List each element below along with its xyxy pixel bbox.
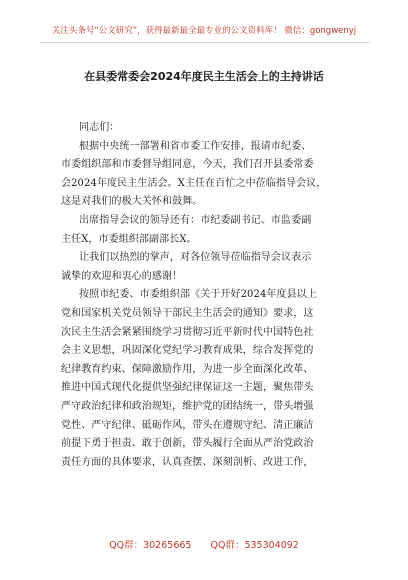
header-divider: [40, 42, 370, 43]
paragraph-line: 市委组织部和市委督导组同意，今天，我们召开县委常委: [61, 159, 314, 171]
salutation-line: 同志们：: [79, 122, 120, 133]
paragraph-line: 纪律教育约束、保障激励作用，为进一步全面深化改革、: [61, 363, 314, 375]
paragraph-line: 党性、严守纪律、砥砺作风，带头在遵规守纪、清正廉洁: [61, 419, 314, 431]
footer-contacts: [0, 537, 408, 551]
paragraph-line: 责任方面的具体要求，认真查摆、深刻剖析、改进工作，: [61, 456, 314, 468]
paragraph-line: 会主义思想，巩固深化党纪学习教育成果，综合发挥党的: [61, 345, 314, 357]
paragraph-line: 按照市纪委、市委组织部《关于开好2024年度县以上: [79, 289, 317, 301]
paragraph-line: 根据中央统一部署和省市委工作安排，报请市纪委、: [79, 140, 312, 152]
footer-qq-group-1: QQ群：30265665: [109, 540, 192, 551]
paragraph-line: 次民主生活会紧紧围绕学习贯彻习近平新时代中国特色社: [61, 326, 314, 338]
paragraph-line: 会2024年度民主生活会。X主任在百忙之中莅临指导会议，: [61, 177, 327, 189]
paragraph-line: 这是对我们的极大关怀和鼓舞。: [61, 196, 203, 208]
paragraph-line: 推进中国式现代化提供坚强纪律保证这一主题，聚焦带头: [61, 382, 314, 394]
paragraph-line: 前提下勇于担责、敢于创新，带头履行全面从严治党政治: [61, 438, 314, 450]
paragraph-line: 出席指导会议的领导还有：市纪委副书记、市监委副: [79, 214, 312, 226]
paragraph-line: 让我们以热烈的掌声，对各位领导莅临指导会议表示: [79, 252, 312, 264]
paragraph-line: 诚挚的欢迎和衷心的感谢！: [61, 270, 183, 282]
header-promo-text: 关注头条号“公文研究”，获得最新最全最专业的公文资料库！ 微信：gongwenyj: [51, 26, 357, 36]
footer-qq-group-2: QQ群：535304092: [210, 540, 299, 551]
paragraph-line: 严守政治纪律和政治规矩，维护党的团结统一，带头增强: [61, 400, 314, 412]
document-body: [61, 119, 357, 472]
paragraph-line: 党和国家机关党员领导干部民主生活会的通知》要求，这: [61, 307, 314, 319]
paragraph-line: 主任X，市委组织部副部长X。: [61, 233, 197, 245]
document-title: 在县委常委会2024年度民主生活会上的主持讲话: [84, 70, 324, 83]
